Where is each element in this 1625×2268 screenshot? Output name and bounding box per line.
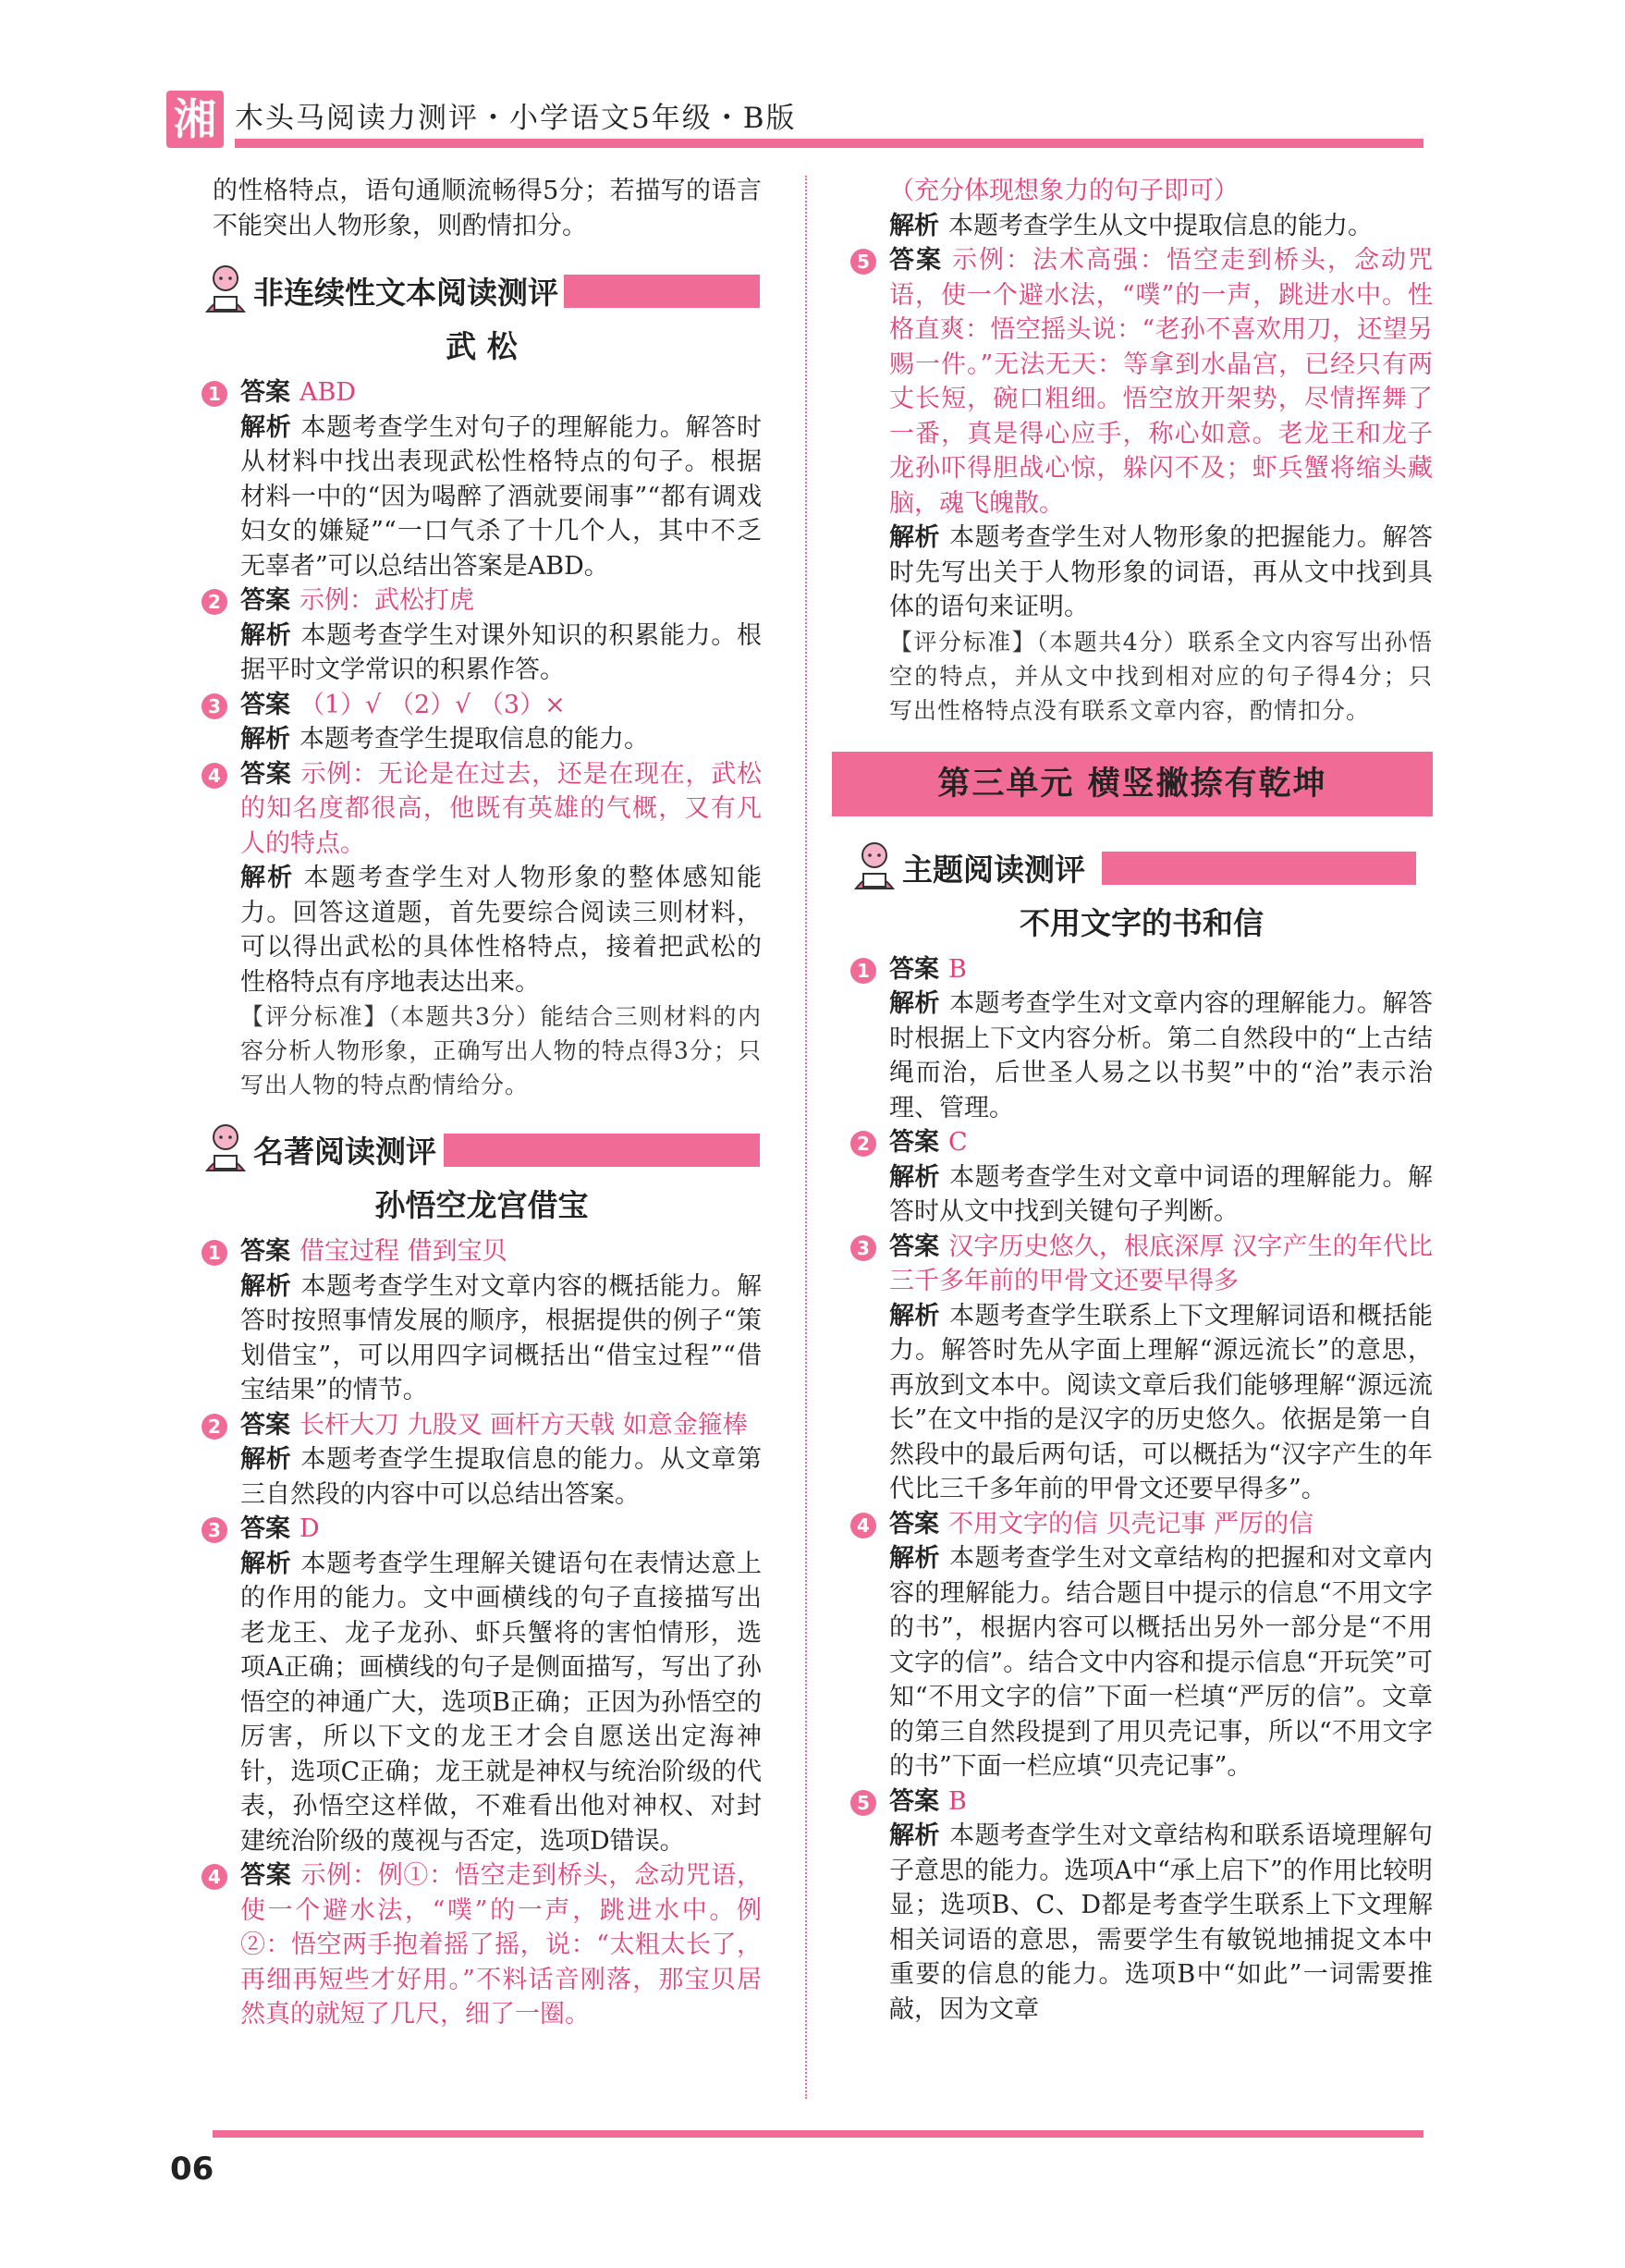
- analysis-text: 本题考查学生提取信息的能力。: [299, 725, 649, 754]
- analysis-label: 解析: [889, 1162, 941, 1192]
- question-item: [202, 688, 762, 757]
- answer-text: 不用文字的信 贝壳记事 严厉的信: [948, 1509, 1314, 1539]
- question-item: [850, 952, 1433, 1126]
- section-accent-bar: [444, 1134, 760, 1167]
- answer-label: 答案: [889, 1128, 939, 1157]
- analysis-label: 解析: [889, 1544, 941, 1573]
- answer-text: B: [948, 954, 967, 984]
- answer-text: B: [948, 1786, 967, 1816]
- right-column: [850, 174, 1433, 2027]
- analysis-text: 本题考查学生对句子的理解能力。解答时从材料中找出表现武松性格特点的句子。根据材料一中的“因为喝醉了酒就要闹事”“都有调戏妇女的嫌疑”“一口气杀了十几个人，其中不乏无辜者”可以总结出答案是ABD。: [240, 412, 763, 581]
- question-number: 2: [202, 589, 227, 615]
- question-number: 1: [202, 381, 227, 407]
- answer-label: 答案: [240, 1237, 290, 1266]
- answer-label: 答案: [240, 759, 292, 789]
- analysis-text: 本题考查学生联系上下文理解词语和概括能力。解答时先从字面上理解“源远流长”的意思，再放到文本中。阅读文章后我们能够理解“源远流长”在文中指的是汉字的历史悠久。依据是第一自然段中的最后两句话，可以概括为“汉字产生的年代比三千多年前的甲骨文还要早得多”。: [889, 1301, 1434, 1503]
- intro-paragraph: 的性格特点，语句通顺流畅得5分；若描写的语言不能突出人物形象，则酌情扣分。: [213, 177, 762, 240]
- analysis-label: 解析: [240, 725, 290, 754]
- answer-label: 答案: [240, 378, 290, 407]
- question-number: 1: [202, 1240, 227, 1266]
- scoring-standard: 【评分标准】（本题共4分）联系全文内容写出孙悟空的特点，并从文中找到相对应的句子得4分；只写出性格特点没有联系文章内容，酌情扣分。: [889, 628, 1433, 724]
- analysis-text: 本题考查学生对文章中词语的理解能力。解答时从文中找到关键句子判断。: [889, 1162, 1434, 1226]
- analysis-label: 解析: [240, 1271, 292, 1301]
- analysis-label: 解析: [889, 1821, 941, 1850]
- analysis-text: 本题考查学生对文章结构的把握和对文章内容的理解能力。结合题目中提示的信息“不用文字的书”，根据内容可以概括出另外一部分是“不用文字的信”。结合文中内容和提示信息“开玩笑”可知“不用文字的信”下面一栏填“严厉的信”。文章的第三自然段提到了用贝壳记事，所以“不用文字的书”下面一栏应填“贝壳记事”。: [889, 1544, 1434, 1781]
- analysis-text: 本题考查学生对文章内容的概括能力。解答时按照事情发展的顺序，根据提供的例子“策划借宝”，可以用四字词概括出“借宝过程”“借宝结果”的情节。: [240, 1271, 763, 1404]
- answer-text: 汉字历史悠久，根底深厚 汉字产生的年代比三千多年前的甲骨文还要早得多: [889, 1232, 1433, 1295]
- reader-icon: [202, 1122, 250, 1172]
- analysis-text: 本题考查学生提取信息的能力。从文章第三自然段的内容中可以总结出答案。: [240, 1445, 763, 1509]
- answer-label: 答案: [889, 1232, 940, 1261]
- question-item: [202, 375, 762, 583]
- analysis-text: 本题考查学生对文章内容的理解能力。解答时根据上下文内容分析。第二自然段中的“上古结绳而治，后世圣人易之以书契”中的“治”表示治理、管理。: [889, 989, 1434, 1122]
- question-item: [850, 1784, 1433, 2028]
- question-item: [202, 757, 762, 1103]
- running-header: 木头马阅读力测评・小学语文5年级・B版: [235, 102, 797, 135]
- answer-text: 示例：法术高强：悟空走到桥头，念动咒语，使一个避水法，“噗”的一声，跳进水中。性格直爽：悟空摇头说：“老孙不喜欢用刀，还望另赐一件。”无法无天：等拿到水晶宫，已经只有两丈长短，碗口粗细。悟空放开架势，尽情挥舞了一番，真是得心应手，称心如意。老龙王和龙子龙孙吓得胆战心惊，躲闪不及；虾兵蟹将缩头藏脑，魂飞魄散。: [889, 246, 1433, 518]
- article-title: 孙悟空龙宫借宝: [374, 1187, 589, 1223]
- analysis-label: 解析: [240, 620, 292, 650]
- question-number: 3: [850, 1235, 876, 1261]
- column-divider: [805, 176, 807, 2099]
- question-number: 4: [202, 1864, 227, 1890]
- analysis-text: 本题考查学生对文章结构和联系语境理解句子意思的能力。选项A中“承上启下”的作用比较明显；选项B、C、D都是考查学生联系上下文理解相关词语的意思，需要学生有敏锐地捕捉文本中重要的信息的能力。选项B中“如此”一词需要推敲，因为文章: [889, 1821, 1434, 2024]
- analysis-label: 解析: [889, 523, 941, 552]
- section-title: 主题阅读测评: [902, 851, 1085, 888]
- answer-label: 答案: [240, 1410, 290, 1440]
- answer-label: 答案: [889, 1786, 939, 1816]
- answer-label: 答案: [240, 1514, 290, 1543]
- analysis-text: 本题考查学生对课外知识的积累能力。根据平时文学常识的积累作答。: [240, 620, 763, 684]
- section-title: 名著阅读测评: [253, 1134, 436, 1170]
- reader-icon: [850, 840, 898, 890]
- analysis-label: 解析: [889, 989, 941, 1018]
- question-item: [850, 1507, 1433, 1784]
- question-item: [850, 1125, 1433, 1230]
- answer-label: 答案: [240, 1861, 292, 1890]
- answer-text: D: [299, 1514, 320, 1543]
- answer-text: 示例：例①：悟空走到桥头，念动咒语，使一个避水法，“噗”的一声，跳进水中。例②：悟空两手抱着摇了摇，说：“太粗太长了，再细再短些才好用。”不料话音刚落，那宝贝居然真的就短了几尺，细了一圈。: [240, 1861, 763, 2029]
- unit-banner: 第三单元 横竖撇捺有乾坤: [832, 752, 1433, 816]
- header-rule: [235, 139, 1423, 148]
- answer-label: 答案: [240, 690, 290, 719]
- article-title: 武 松: [446, 328, 518, 364]
- section-heading-theme: [850, 839, 1433, 894]
- scoring-standard: 【评分标准】（本题共3分）能结合三则材料的内容分析人物形象，正确写出人物的特点得3分；只写出人物的特点酌情给分。: [240, 1003, 762, 1098]
- section-accent-bar: [1102, 852, 1416, 885]
- question-number: 1: [850, 958, 876, 984]
- question-item: [850, 243, 1433, 728]
- analysis-label: 解析: [240, 864, 295, 892]
- question-item-continued: [850, 174, 1433, 243]
- answer-label: 答案: [889, 954, 939, 984]
- reader-icon: [202, 264, 250, 313]
- page-number: 06: [170, 2151, 214, 2188]
- analysis-label: 解析: [240, 1549, 292, 1578]
- footer-rule: [213, 2130, 1423, 2138]
- question-item: [202, 583, 762, 688]
- question-number: 2: [202, 1414, 227, 1440]
- section-heading-classics: [202, 1121, 762, 1176]
- question-number: 4: [850, 1513, 876, 1539]
- answer-text: 示例：无论是在过去，还是在现在，武松的知名度都很高，他既有英雄的气概，又有凡人的特点。: [240, 759, 763, 858]
- answer-text: 示例：武松打虎: [299, 586, 474, 615]
- analysis-label: 解析: [889, 211, 939, 240]
- answer-label: 答案: [889, 1509, 939, 1539]
- analysis-label: 解析: [240, 412, 292, 442]
- article-title: 不用文字的书和信: [1020, 904, 1264, 941]
- answer-text: C: [948, 1128, 968, 1157]
- question-number: 3: [202, 693, 227, 719]
- answer-text: ABD: [299, 378, 356, 407]
- question-item: [202, 1234, 762, 1408]
- question-item: [850, 1230, 1433, 1507]
- answer-text: 长杆大刀 九股叉 画杆方天戟 如意金箍棒: [299, 1410, 748, 1440]
- answer-label: 答案: [240, 586, 290, 615]
- analysis-text: 本题考查学生对人物形象的把握能力。解答时先写出关于人物形象的词语，再从文中找到具体的语句来证明。: [889, 523, 1434, 621]
- section-heading-nonlinear: [202, 262, 762, 317]
- answer-label: 答案: [889, 246, 943, 275]
- analysis-label: 解析: [240, 1445, 292, 1474]
- question-number: 5: [850, 1790, 876, 1816]
- answer-text: 借宝过程 借到宝贝: [299, 1237, 507, 1266]
- section-title: 非连续性文本阅读测评: [253, 275, 558, 311]
- series-logo: 湘: [166, 91, 224, 148]
- analysis-text: 本题考查学生对人物形象的整体感知能力。回答这道题，首先要综合阅读三则材料，可以得出武松的具体性格特点，接着把武松的性格特点有序地表达出来。: [240, 864, 763, 997]
- question-number: 3: [202, 1517, 227, 1543]
- analysis-text: 本题考查学生从文中提取信息的能力。: [948, 211, 1373, 240]
- section-accent-bar: [564, 275, 760, 308]
- analysis-label: 解析: [889, 1301, 941, 1330]
- answer-text: （1）√ （2）√ （3）×: [299, 690, 566, 719]
- question-item: [202, 1512, 762, 1858]
- question-item: [202, 1858, 762, 2032]
- question-item: [202, 1408, 762, 1513]
- answer-text: （充分体现想象力的句子即可）: [889, 177, 1239, 205]
- left-column: [202, 174, 762, 2032]
- analysis-text: 本题考查学生理解关键语句在表情达意上的作用的能力。文中画横线的句子直接描写出老龙王、龙子龙孙、虾兵蟹将的害怕情形，选项A正确；画横线的句子是侧面描写，写出了孙悟空的神通广大，选项B正确；正因为孙悟空的厉害，所以下文的龙王才会自愿送出定海神针，选项C正确；龙王就是神权与统治阶级的代表，孙悟空这样做，不难看出他对神权、对封建统治阶级的蔑视与否定，选项D错误。: [240, 1549, 763, 1856]
- question-number: 5: [850, 249, 876, 275]
- question-number: 4: [202, 763, 227, 789]
- question-number: 2: [850, 1131, 876, 1157]
